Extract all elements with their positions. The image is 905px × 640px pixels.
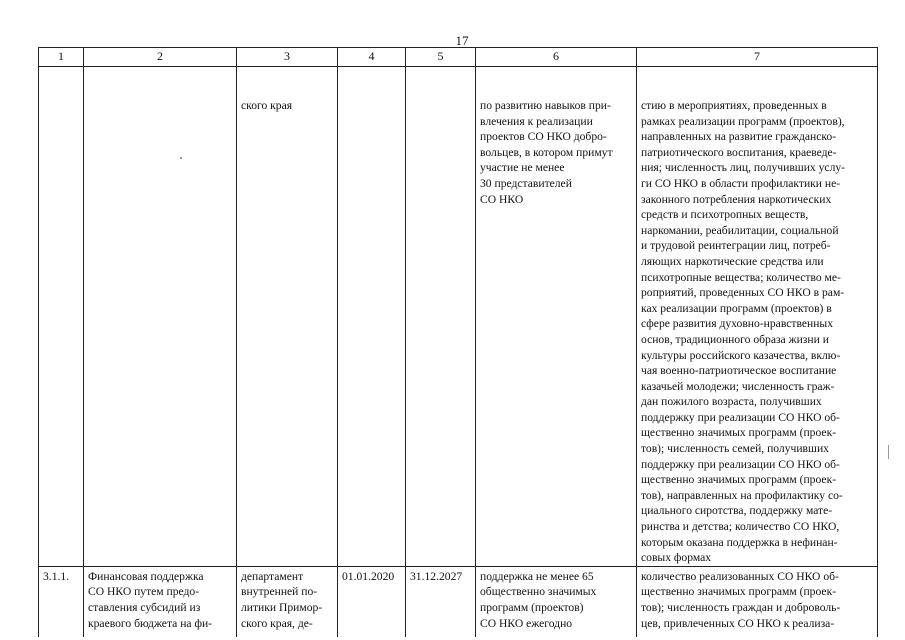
table-header-row — [39, 48, 878, 67]
column-header: 1 — [39, 48, 84, 67]
column-header: 4 — [338, 48, 406, 67]
page-number: 17 — [455, 33, 469, 48]
column-header: 5 — [406, 48, 476, 67]
scan-speck — [180, 157, 182, 159]
expected-result-cell: по развитию навыков при- влечения к реализации проектов СО НКО добро- вольцев, в котором примут участие не менее 30 представителей СО НКО — [476, 67, 637, 567]
expected-result-cell: поддержка не менее 65 общественно значимых программ (проектов) СО НКО ежегодно — [476, 566, 637, 637]
column-header: 3 — [237, 48, 338, 67]
indicator-cell: количество реализованных СО НКО об- щественно значимых программ (проек- тов); численность граждан и доброволь- цев, привлеченных СО НКО к реализа- — [637, 566, 878, 637]
executor-cell: ского края — [237, 67, 338, 567]
measure-cell: Финансовая поддержка СО НКО путем предо- ставления субсидий из краевого бюджета на фи- — [84, 566, 237, 637]
column-header: 6 — [476, 48, 637, 67]
column-header: 2 — [84, 48, 237, 67]
end-date-cell: 31.12.2027 — [406, 566, 476, 637]
row-number-cell — [39, 67, 84, 567]
scan-speck — [888, 445, 889, 459]
row-number-cell: 3.1.1. — [39, 566, 84, 637]
start-date-cell: 01.01.2020 — [338, 566, 406, 637]
indicator-cell: стию в мероприятиях, проведенных в рамках реализации программ (проектов), направленных на развитие гражданско- патриотического воспитания, краеведе- ния; численность лиц, получивших услу- ги СО НКО в области профилактики не- законного потребления наркотических средств и психотропных веществ, наркомании, реабилитации, социальной и трудовой реинтеграции лиц, потреб- ляющих наркотические средства или психотропные вещества; количество ме- роприятий, проведенных СО НКО в рам- ках реализации программ (проектов) в сфере развития духовно-нравственных основ, традиционного образа жизни и культуры российского казачества, вклю- чая военно-патриотическое воспитание казачьей молодежи; численность граж- дан пожилого возраста, получивших поддержку при реализации СО НКО об- щественно значимых программ (проек- тов); численность семей, получивших поддержку при реализации СО НКО об- щественно значимых программ (проек- тов), направленных на профилактику со- циального сиротства, поддержку мате- ринства и детства; количество СО НКО, которым оказана поддержка в нефинан- совых формах — [637, 67, 878, 567]
program-table — [38, 47, 878, 637]
measure-cell — [84, 67, 237, 567]
column-header: 7 — [637, 48, 878, 67]
start-date-cell — [338, 67, 406, 567]
table-row — [39, 67, 878, 567]
executor-cell: департамент внутренней по- литики Примор- ского края, де- — [237, 566, 338, 637]
end-date-cell — [406, 67, 476, 567]
table-row — [39, 566, 878, 637]
